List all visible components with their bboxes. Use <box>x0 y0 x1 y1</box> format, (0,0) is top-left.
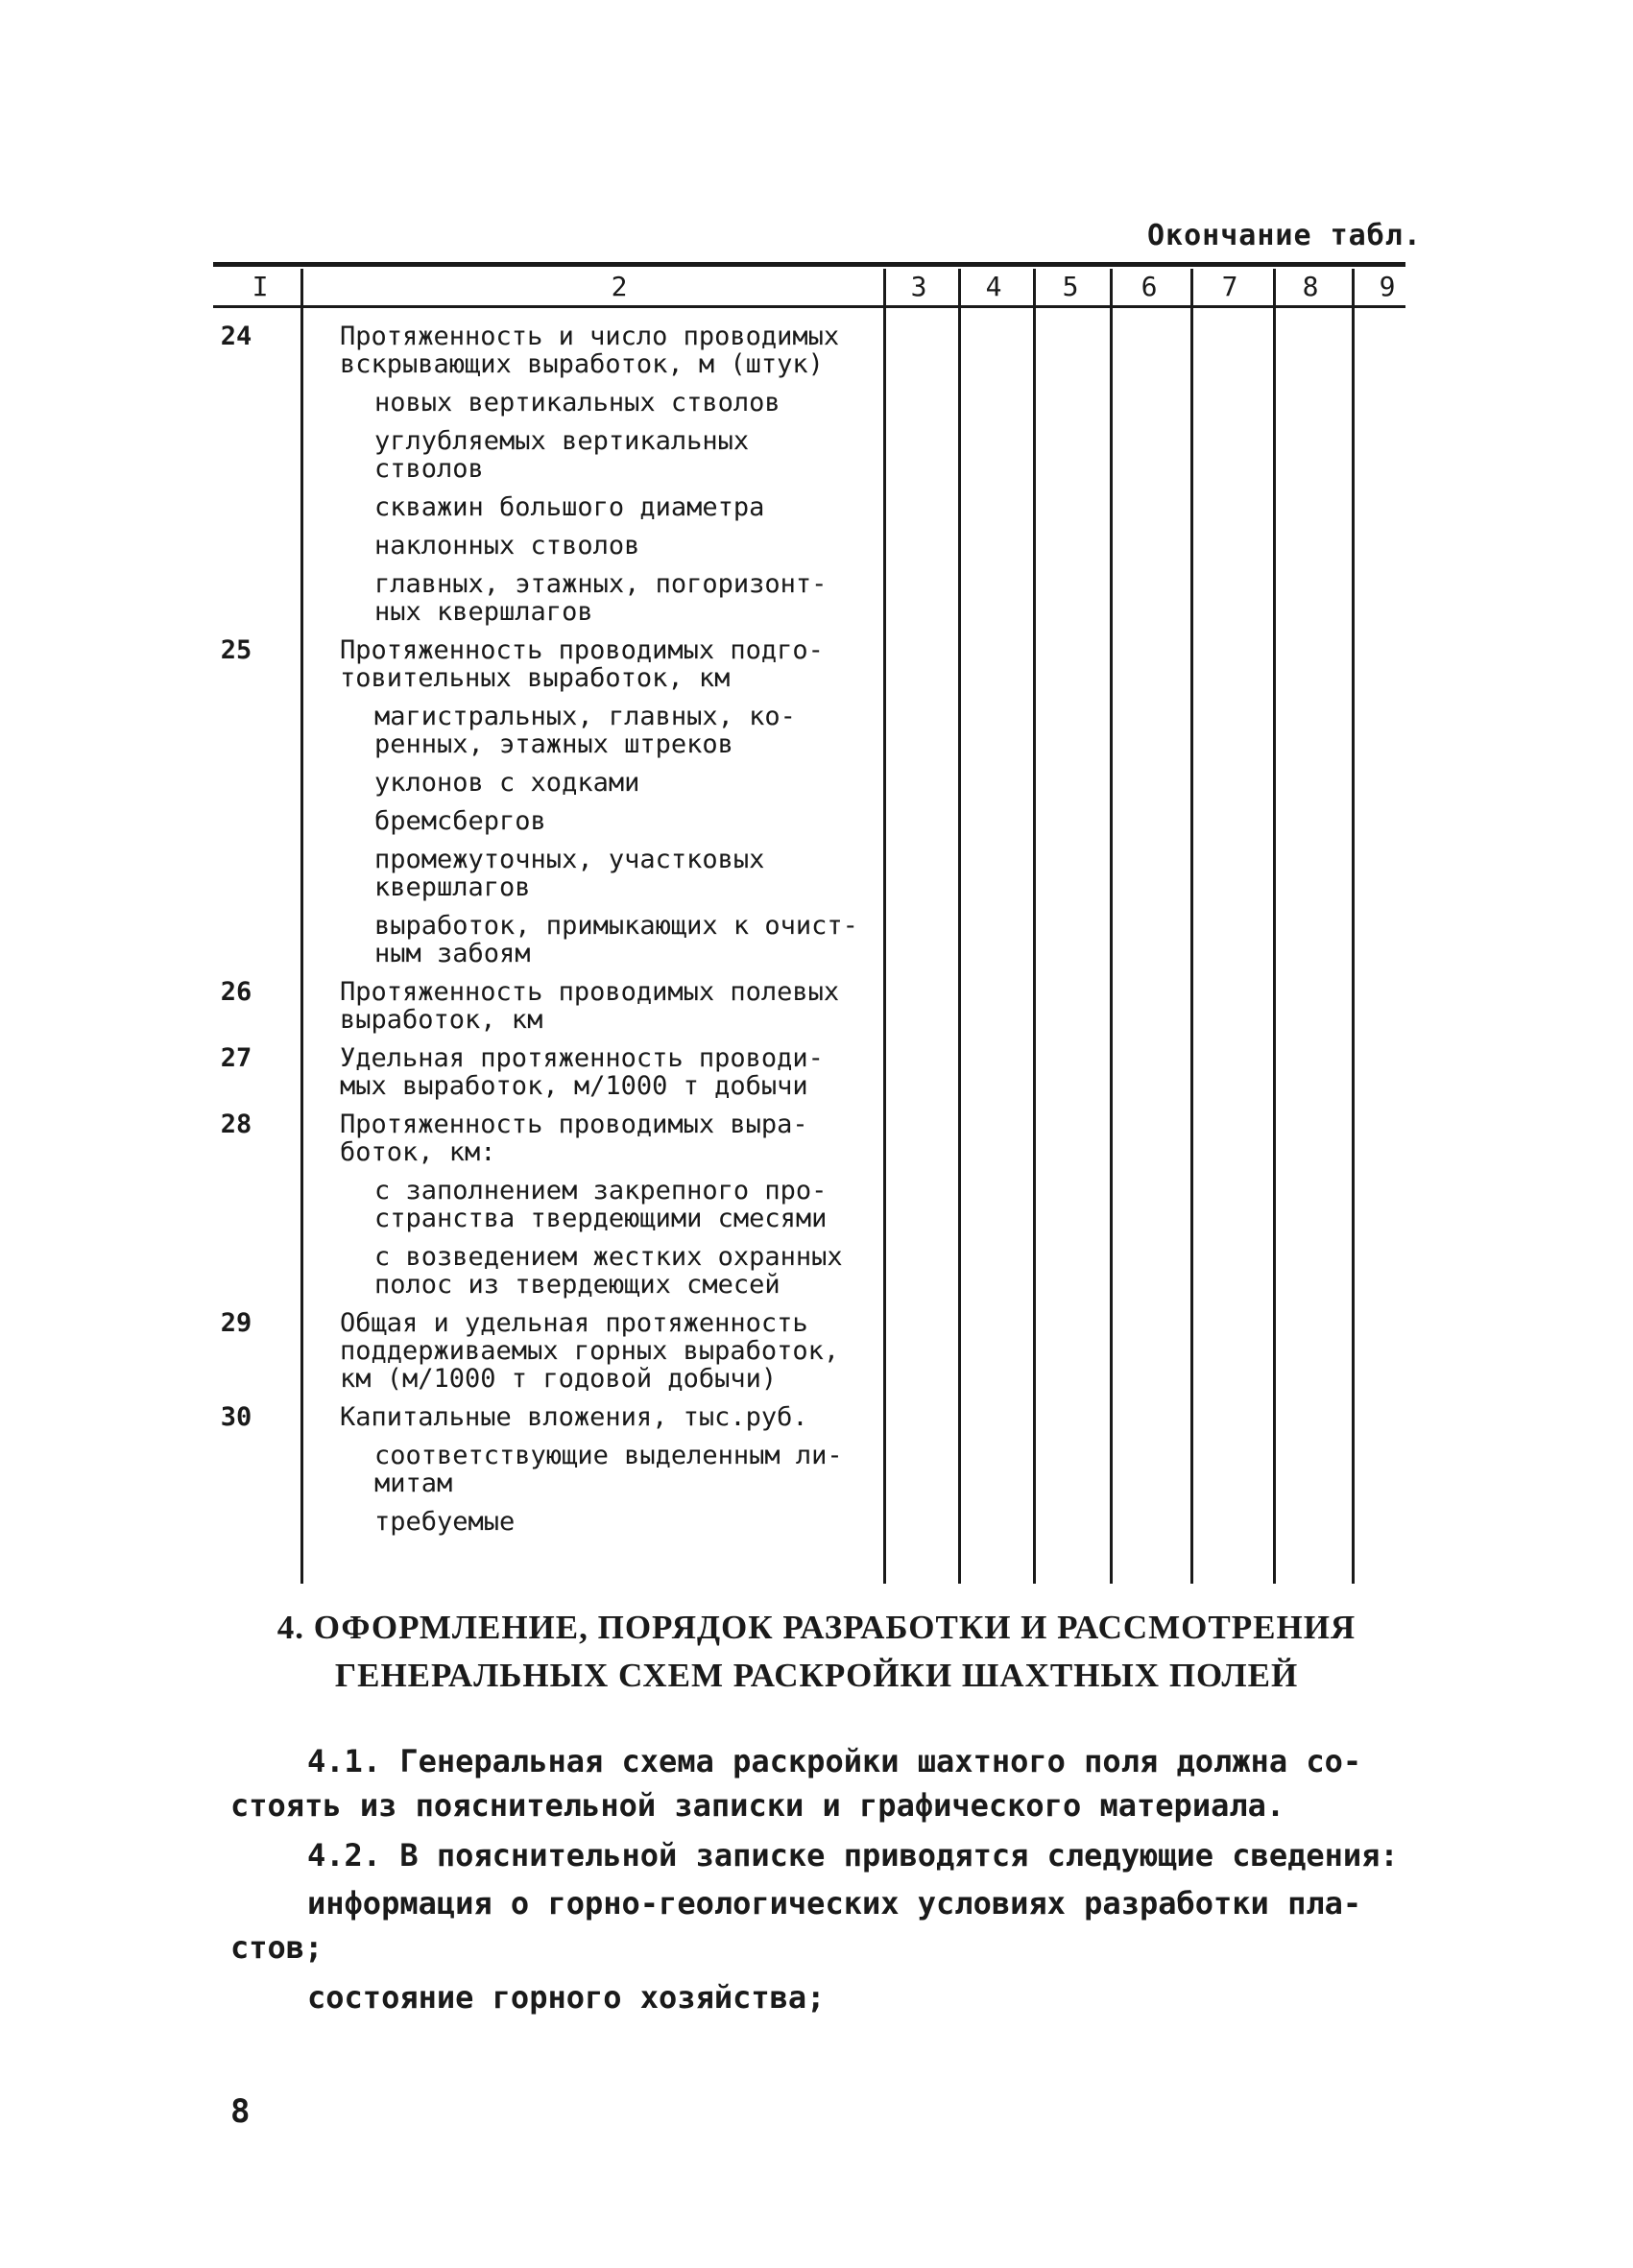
row-text: с возведением жестких охранных полос из твердеющих смесей <box>374 1242 843 1300</box>
row-text: Протяженность проводимых выра- боток, км: <box>340 1110 808 1167</box>
row-number: 30 <box>220 1402 252 1432</box>
column-divider <box>1110 269 1113 1584</box>
row-text: Общая и удельная протяженность поддерживаемых горных выработок, км (м/1000 т годовой добычи) <box>340 1308 840 1394</box>
table-row <box>213 807 885 835</box>
page-number: 8 <box>230 2092 251 2131</box>
row-text: промежуточных, участковых квершлагов <box>374 845 765 902</box>
column-header-2: 2 <box>611 271 628 302</box>
row-number: 28 <box>220 1110 252 1139</box>
column-divider <box>958 269 961 1584</box>
row-text: скважин большого диаметра <box>374 492 765 522</box>
table-row <box>213 978 885 1034</box>
table-body <box>213 322 885 1546</box>
table-row <box>213 912 885 967</box>
row-text: наклонных стволов <box>374 531 640 561</box>
table-row <box>213 493 885 521</box>
section-title-line-1: 4. ОФОРМЛЕНИЕ, ПОРЯДОК РАЗРАБОТКИ И РАССМОТРЕНИЯ <box>276 1609 1357 1646</box>
table-row <box>213 427 885 483</box>
column-divider <box>1190 269 1193 1584</box>
table-header-rule <box>213 305 1405 308</box>
row-text: новых вертикальных стволов <box>374 388 780 418</box>
table-row <box>213 1044 885 1100</box>
table-continuation-label: Окончание табл. <box>1147 219 1422 252</box>
table-row <box>213 769 885 797</box>
row-text: уклонов с ходками <box>374 768 640 798</box>
row-text: требуемые <box>374 1507 516 1537</box>
table-row <box>213 703 885 758</box>
row-text: магистральных, главных, ко- ренных, этажных штреков <box>374 702 796 759</box>
column-header-8: 8 <box>1302 271 1319 302</box>
row-number: 29 <box>220 1308 252 1338</box>
row-text: соответствующие выделенным ли- митам <box>374 1441 843 1498</box>
column-header-9: 9 <box>1379 271 1396 302</box>
table-row <box>213 1442 885 1497</box>
table-row <box>213 1309 885 1393</box>
row-text: бремсбергов <box>374 806 546 836</box>
column-header-7: 7 <box>1221 271 1238 302</box>
table-row <box>213 1110 885 1166</box>
paragraph-mining-state: состояние горного хозяйства; <box>307 1979 826 2016</box>
row-text: Протяженность проводимых подго- товительных выработок, км <box>340 635 824 693</box>
table-row <box>213 532 885 560</box>
table-row <box>213 389 885 417</box>
column-header-3: 3 <box>910 271 927 302</box>
table-row <box>213 1177 885 1232</box>
column-divider <box>1033 269 1036 1584</box>
row-number: 25 <box>220 635 252 665</box>
paragraph-4-2: 4.2. В пояснительной записке приводятся следующие сведения: <box>307 1837 1399 1874</box>
row-number: 26 <box>220 977 252 1007</box>
table-row <box>213 1403 885 1431</box>
paragraph-info-line-2: стов; <box>230 1929 324 1966</box>
table-top-rule <box>213 262 1405 267</box>
row-text: Протяженность проводимых полевых выработок, км <box>340 977 840 1035</box>
paragraph-info-line-1: информация о горно-геологических условиях разработки пла- <box>307 1885 1362 1922</box>
column-header-1: I <box>252 271 269 302</box>
section-title-line-2: ГЕНЕРАЛЬНЫХ СХЕМ РАСКРОЙКИ ШАХТНЫХ ПОЛЕЙ <box>334 1657 1299 1694</box>
row-text: Капитальные вложения, тыс.руб. <box>340 1402 808 1432</box>
row-text: Удельная протяженность проводи- мых выработок, м/1000 т добычи <box>340 1043 824 1101</box>
row-text: углубляемых вертикальных стволов <box>374 426 750 484</box>
row-text: с заполнением закрепного про- странства твердеющими смесями <box>374 1176 828 1233</box>
column-divider <box>1352 269 1355 1584</box>
table-row <box>213 570 885 626</box>
column-divider <box>1273 269 1276 1584</box>
table-row <box>213 1508 885 1536</box>
row-number: 24 <box>220 322 252 351</box>
paragraph-4-1-line-1: 4.1. Генеральная схема раскройки шахтного поля должна со- <box>307 1743 1362 1779</box>
column-header-4: 4 <box>985 271 1002 302</box>
table-row <box>213 636 885 692</box>
row-text: главных, этажных, погоризонт- ных квершлагов <box>374 569 828 627</box>
table-row <box>213 1243 885 1299</box>
paragraph-4-1-line-2: стоять из пояснительной записки и графического материала. <box>230 1787 1285 1824</box>
row-text: Протяженность и число проводимых вскрывающих выработок, м (штук) <box>340 322 840 379</box>
table-row <box>213 846 885 901</box>
table-row <box>213 322 885 378</box>
column-header-5: 5 <box>1062 271 1079 302</box>
row-number: 27 <box>220 1043 252 1073</box>
row-text: выработок, примыкающих к очист- ным забоям <box>374 911 858 968</box>
column-header-6: 6 <box>1141 271 1158 302</box>
